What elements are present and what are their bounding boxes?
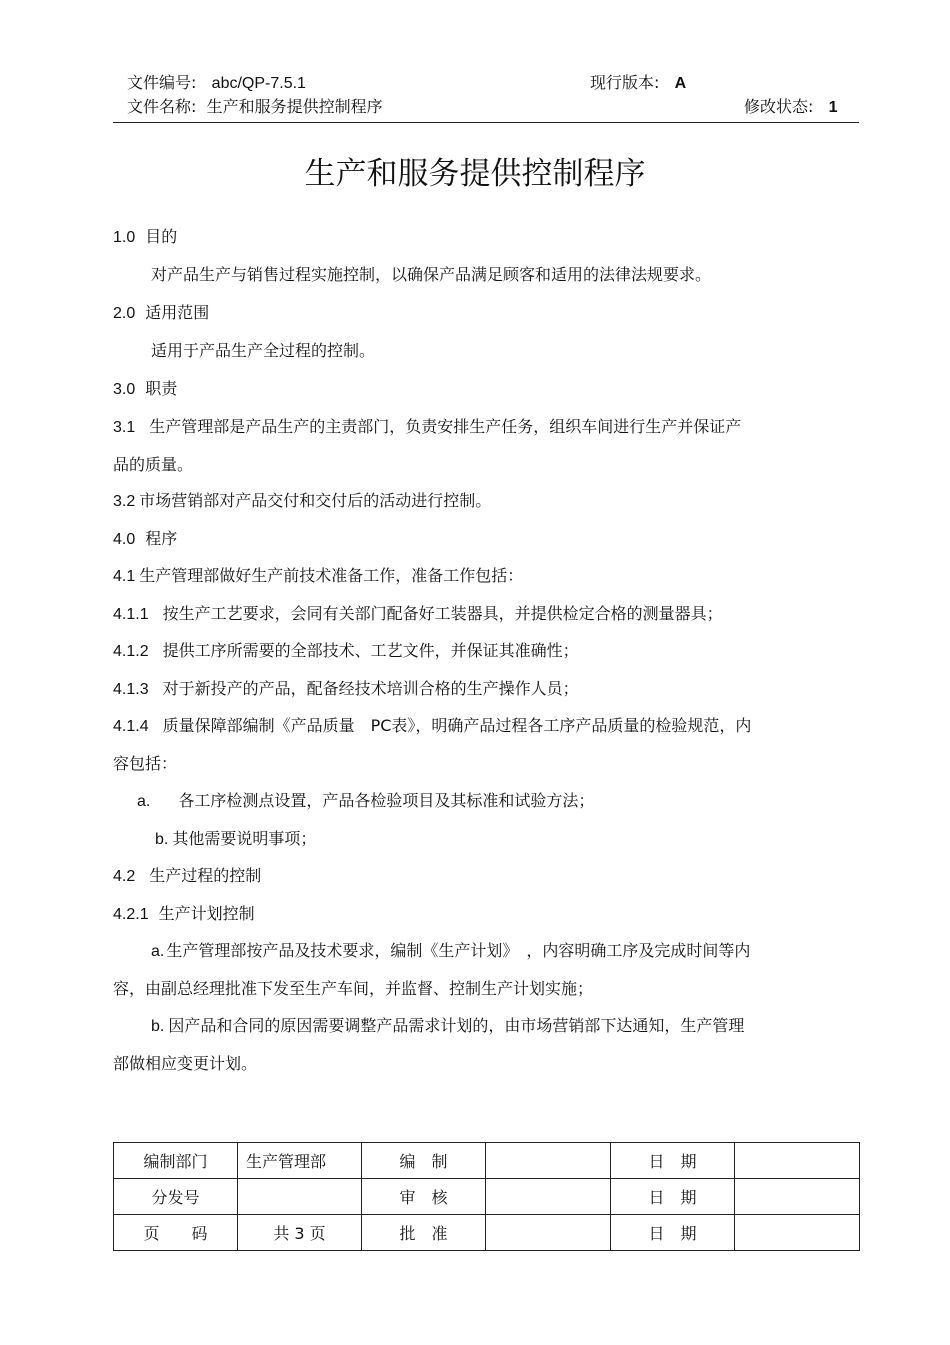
section-number: a.	[137, 793, 151, 810]
section-number: 4.1.2	[113, 643, 149, 660]
paragraph-text: 适用于产品生产全过程的控制。	[151, 341, 376, 360]
table-cell: 编 制	[362, 1143, 486, 1179]
table-cell: 日 期	[611, 1143, 735, 1179]
section-number: 1.0	[113, 229, 136, 246]
paragraph-text: 容，由副总经理批准下发至生产车间，并监督、控制生产计划实施；	[113, 979, 594, 998]
paragraph-text: 容包括：	[113, 754, 178, 773]
page-title: 生产和服务提供控制程序	[304, 156, 646, 192]
body-paragraph	[113, 490, 491, 513]
body-paragraph	[113, 378, 177, 401]
current-version	[590, 73, 686, 94]
paragraph-text: 品的质量。	[113, 455, 194, 474]
body-paragraph	[113, 678, 579, 701]
table-cell: 分发号	[114, 1179, 238, 1215]
table-cell	[486, 1143, 611, 1179]
paragraph-text: 提供工序所需要的全部技术、工艺文件，并保证其准确性；	[162, 641, 579, 660]
table-cell: 审 核	[362, 1179, 486, 1215]
table-cell	[735, 1143, 860, 1179]
doc-name-value: 生产和服务提供控制程序	[206, 97, 383, 116]
section-number: 3.1	[113, 419, 136, 436]
paragraph-text: 生产过程的控制	[149, 866, 262, 885]
doc-number	[127, 73, 306, 94]
section-number: b.	[155, 831, 169, 848]
body-paragraph	[113, 565, 523, 588]
table-row	[114, 1179, 860, 1215]
table-row	[114, 1143, 860, 1179]
paragraph-text: 部做相应变更计划。	[113, 1054, 258, 1073]
body-paragraph	[113, 528, 177, 551]
body-paragraph	[151, 340, 375, 362]
table-cell	[486, 1215, 611, 1251]
body-paragraph	[113, 978, 593, 1000]
paragraph-text: 因产品和合同的原因需要调整产品需求计划的，由市场营销部下达通知，生产管理	[168, 1016, 745, 1035]
revision-status	[744, 97, 838, 118]
doc-number-label: 文件编号:	[127, 73, 197, 92]
table-cell	[238, 1179, 362, 1215]
section-number: 3.0	[113, 381, 136, 398]
section-number: 4.2	[113, 868, 136, 885]
paragraph-text: 生产管理部是产品生产的主责部门，负责安排生产任务，组织车间进行生产并保证产	[149, 417, 742, 436]
doc-name	[127, 97, 383, 117]
approval-table-wrap	[113, 1142, 859, 1251]
paragraph-text: 生产管理部做好生产前技术准备工作，准备工作包括：	[139, 566, 524, 585]
section-number: b.	[151, 1018, 165, 1035]
section-number: 4.1.3	[113, 681, 149, 698]
table-cell	[486, 1179, 611, 1215]
body-paragraph	[113, 1053, 257, 1075]
table-cell: 日 期	[611, 1215, 735, 1251]
body-paragraph	[113, 454, 193, 476]
table-row	[114, 1215, 860, 1251]
paragraph-text: 目的	[145, 227, 178, 246]
section-number: 2.0	[113, 305, 136, 322]
section-number: 4.1.1	[113, 606, 149, 623]
paragraph-text: 市场营销部对产品交付和交付后的活动进行控制。	[139, 491, 492, 510]
version-value: A	[674, 75, 687, 92]
section-number: 4.0	[113, 531, 136, 548]
doc-name-label: 文件名称:	[127, 97, 197, 116]
body-paragraph	[151, 940, 750, 963]
paragraph-text: 其他需要说明事项；	[172, 829, 317, 848]
table-cell	[735, 1179, 860, 1215]
body-paragraph	[113, 715, 751, 738]
section-number: 3.2	[113, 493, 136, 510]
table-cell: 批 准	[362, 1215, 486, 1251]
table-cell: 生产管理部	[238, 1143, 362, 1179]
paragraph-text: 生产管理部按产品及技术要求，编制《生产计划》 ，内容明确工序及完成时间等内	[166, 941, 751, 960]
body-paragraph	[151, 1015, 744, 1038]
paragraph-text: 质量保障部编制《产品质量 PC表》，明确产品过程各工序产品质量的检验规范，内	[162, 716, 752, 735]
version-label: 现行版本:	[590, 73, 660, 92]
paragraph-text: 对于新投产的产品，配备经技术培训合格的生产操作人员；	[162, 679, 579, 698]
body-paragraph	[113, 226, 177, 249]
paragraph-text: 适用范围	[145, 303, 210, 322]
body-paragraph	[137, 790, 594, 813]
body-paragraph	[155, 828, 316, 851]
body-paragraph	[113, 903, 255, 926]
table-cell: 编制部门	[114, 1143, 238, 1179]
section-number: 4.2.1	[113, 906, 149, 923]
body-paragraph	[113, 416, 741, 439]
body-paragraph	[113, 753, 177, 775]
paragraph-text: 按生产工艺要求，会同有关部门配备好工装器具，并提供检定合格的测量器具；	[162, 604, 723, 623]
paragraph-text: 程序	[145, 529, 178, 548]
header-divider	[113, 122, 859, 123]
body-paragraph	[113, 603, 723, 626]
table-cell: 页 码	[114, 1215, 238, 1251]
section-number: a.	[151, 943, 165, 960]
section-number: 4.1.4	[113, 718, 149, 735]
table-cell: 共 3 页	[238, 1215, 362, 1251]
paragraph-text: 职责	[145, 379, 178, 398]
body-paragraph	[113, 640, 579, 663]
doc-number-value: abc/QP-7.5.1	[211, 75, 306, 92]
table-cell	[735, 1215, 860, 1251]
revision-label: 修改状态:	[744, 97, 814, 116]
paragraph-text: 生产计划控制	[158, 904, 255, 923]
body-paragraph	[151, 264, 711, 286]
paragraph-text: 各工序检测点设置，产品各检验项目及其标准和试验方法；	[178, 791, 595, 810]
section-number: 4.1	[113, 568, 136, 585]
paragraph-text: 对产品生产与销售过程实施控制，以确保产品满足顾客和适用的法律法规要求。	[151, 265, 712, 284]
revision-value: 1	[828, 99, 838, 116]
approval-table	[113, 1142, 860, 1251]
table-cell: 日 期	[611, 1179, 735, 1215]
body-paragraph	[113, 865, 261, 888]
body-paragraph	[113, 302, 209, 325]
